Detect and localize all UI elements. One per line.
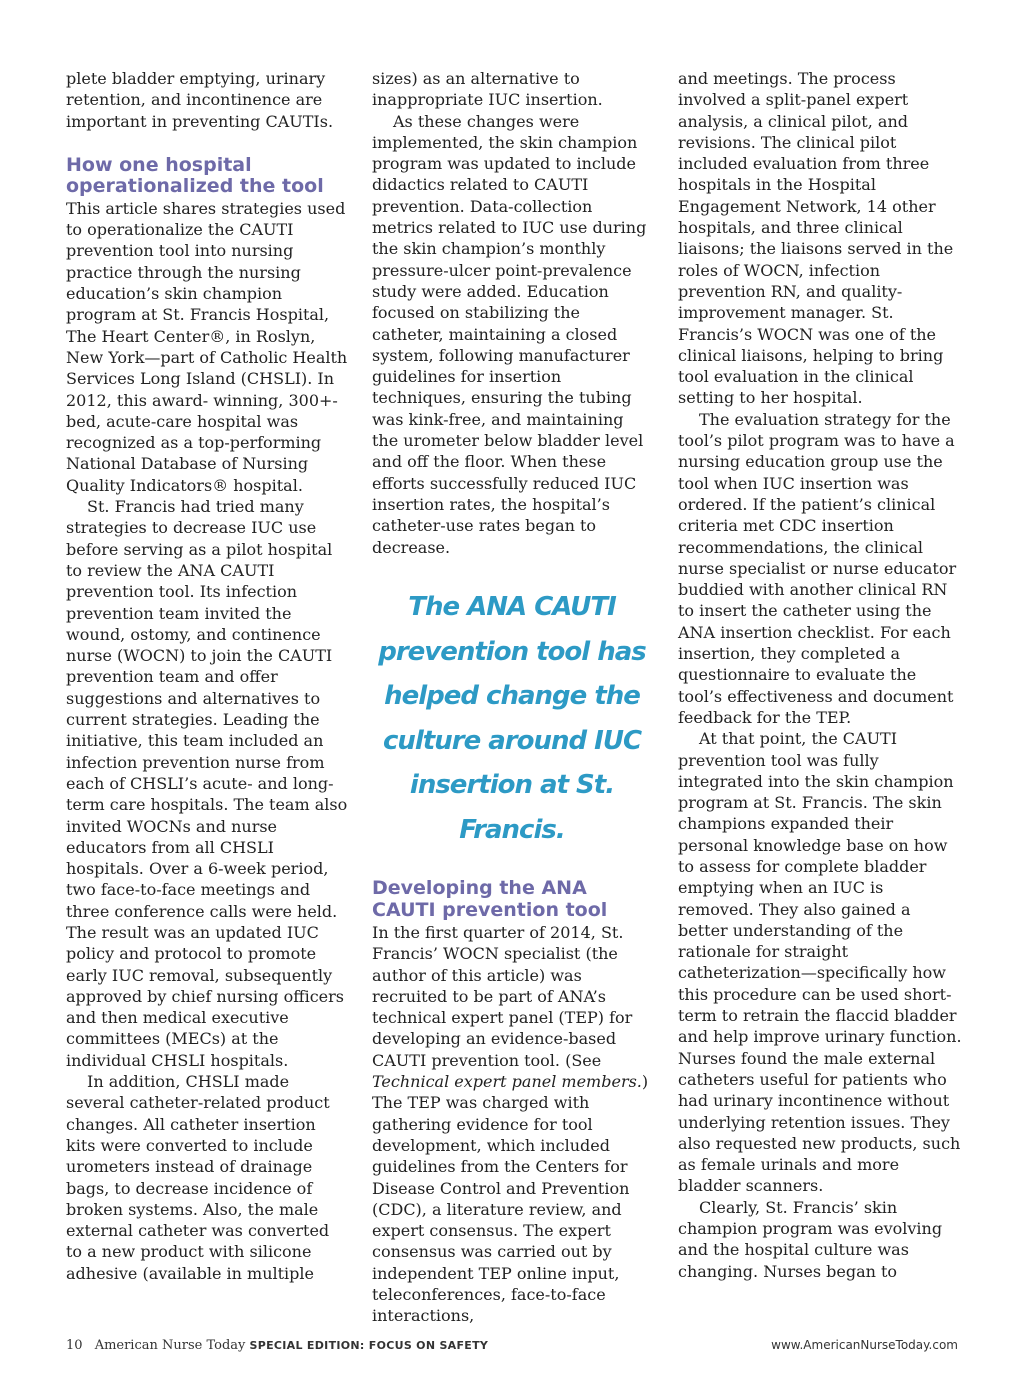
page-number: 10 — [66, 1338, 83, 1353]
body-paragraph — [372, 922, 654, 1327]
section-heading: Developing the ANA CAUTI prevention tool — [372, 877, 608, 921]
body-paragraph: In addition, CHSLI made several catheter-related product changes. All catheter insertion kits were converted to include urometers instead of drainage bags, to decrease incidence of broken systems. Also, the male external catheter was converted to a new product with silicone adhesive (available in multiple — [66, 1072, 330, 1283]
body-paragraph: plete bladder emptying, urinary retention, and incontinence are important in preventing CAUTIs. — [66, 69, 334, 131]
footer-left — [66, 1338, 488, 1353]
pull-quote: The ANA CAUTI prevention tool has helped change the culture around IUC insertion at St. Francis. — [378, 592, 646, 845]
column-2-bottom — [372, 922, 654, 1327]
sidebar-reference: Technical expert panel members. — [372, 1072, 642, 1092]
body-paragraph: At that point, the CAUTI prevention tool was fully integrated into the skin champion program at St. Francis. The skin champions expanded their personal knowledge base on how to assess for complete bladder emptying when an IUC is removed. They also gained a better understanding of the rationale for straight catheterization—specifically how this procedure can be used short-term to retrain the flaccid bladder and help improve urinary function. Nurses found the male external catheters useful for patients who had urinary incontinence without underlying retention issues. They also requested new products, such as female urinals and more bladder scanners. — [678, 729, 962, 1196]
body-paragraph: The evaluation strategy for the tool’s pilot program was to have a nursing education group use the tool when IUC insertion was ordered. If the patient’s clinical criteria met CDC insertion recommendations, the clinical nurse specialist or nurse educator buddied with another clinical RN to insert the catheter using the ANA insertion checklist. For each insertion, they completed a questionnaire to evaluate the tool’s effectiveness and document feedback for the TEP. — [678, 409, 957, 727]
column-1 — [66, 68, 350, 1284]
column-3 — [678, 68, 962, 1282]
body-paragraph: sizes) as an alternative to inappropriate IUC insertion. — [372, 69, 603, 110]
section-heading: How one hospital operationalized the tool — [66, 153, 324, 198]
body-paragraph: As these changes were implemented, the skin champion program was updated to include didactics related to CAUTI prevention. Data-collection metrics related to IUC use during the skin champion’s monthly pressure-ulcer point-prevalence study were added. Education focused on stabilizing the catheter, maintaining a closed system, following manufacturer guidelines for insertion techniques, ensuring the tubing was kink-free, and maintaining the urometer below bladder level and off the floor. When these efforts successfully reduced IUC insertion rates, the hospital’s catheter-use rates began to decrease. — [372, 111, 647, 557]
column-2-top — [372, 68, 654, 558]
body-paragraph: Clearly, St. Francis’ skin champion program was evolving and the hospital culture was changing. Nurses began to — [678, 1197, 943, 1281]
footer-url: www.AmericanNurseToday.com — [771, 1338, 958, 1352]
edition-label: SPECIAL EDITION: FOCUS ON SAFETY — [249, 1339, 489, 1352]
text-run: In the first quarter of 2014, St. Francis’ WOCN specialist (the author of this article) was recruited to be part of ANA’s technical expert panel (TEP) for developing an evidence-based CAUTI prevention tool. (See — [372, 923, 633, 1070]
body-paragraph: St. Francis had tried many strategies to decrease IUC use before serving as a pilot hospital to review the ANA CAUTI prevention tool. Its infection prevention team invited the wound, ostomy, and continence nurse (WOCN) to join the CAUTI prevention team and offer suggestions and alternatives to current strategies. Leading the initiative, this team included an infection prevention nurse from each of CHSLI’s acute- and long-term care hospitals. The team also invited WOCNs and nurse educators from all CHSLI hospitals. Over a 6-week period, two face-to-face meetings and three conference calls were held. The result was an updated IUC policy and protocol to promote early IUC removal, subsequently approved by chief nursing officers and then medical executive committees (MECs) at the individual CHSLI hospitals. — [66, 497, 348, 1070]
magazine-name: American Nurse Today — [94, 1338, 246, 1353]
text-run: ) The TEP was charged with gathering evidence for tool development, which included guidelines from the Centers for Disease Control and Prevention (CDC), a literature review, and expert consensus. The expert consensus was carried out by independent TEP online input, teleconferences, face-to-face interactions, — [372, 1072, 649, 1326]
body-paragraph: This article shares strategies used to operationalize the CAUTI prevention tool into nursing practice through the nursing education’s skin champion program at St. Francis Hospital, The Heart Center®, in Roslyn, New York—part of Catholic Health Services Long Island (CHSLI). In 2012, this award- winning, 300+-bed, acute-care hospital was recognized as a top-performing National Database of Nursing Quality Indicators® hospital. — [66, 198, 348, 495]
body-paragraph: and meetings. The process involved a split-panel expert analysis, a clinical pilot, and revisions. The clinical pilot included evaluation from three hospitals in the Hospital Engagement Network, 14 other hospitals, and three clinical liaisons; the liaisons served in the roles of WOCN, infection prevention RN, and quality-improvement manager. St. Francis’s WOCN was one of the clinical liaisons, helping to bring tool evaluation in the clinical setting to her hospital. — [678, 69, 954, 408]
